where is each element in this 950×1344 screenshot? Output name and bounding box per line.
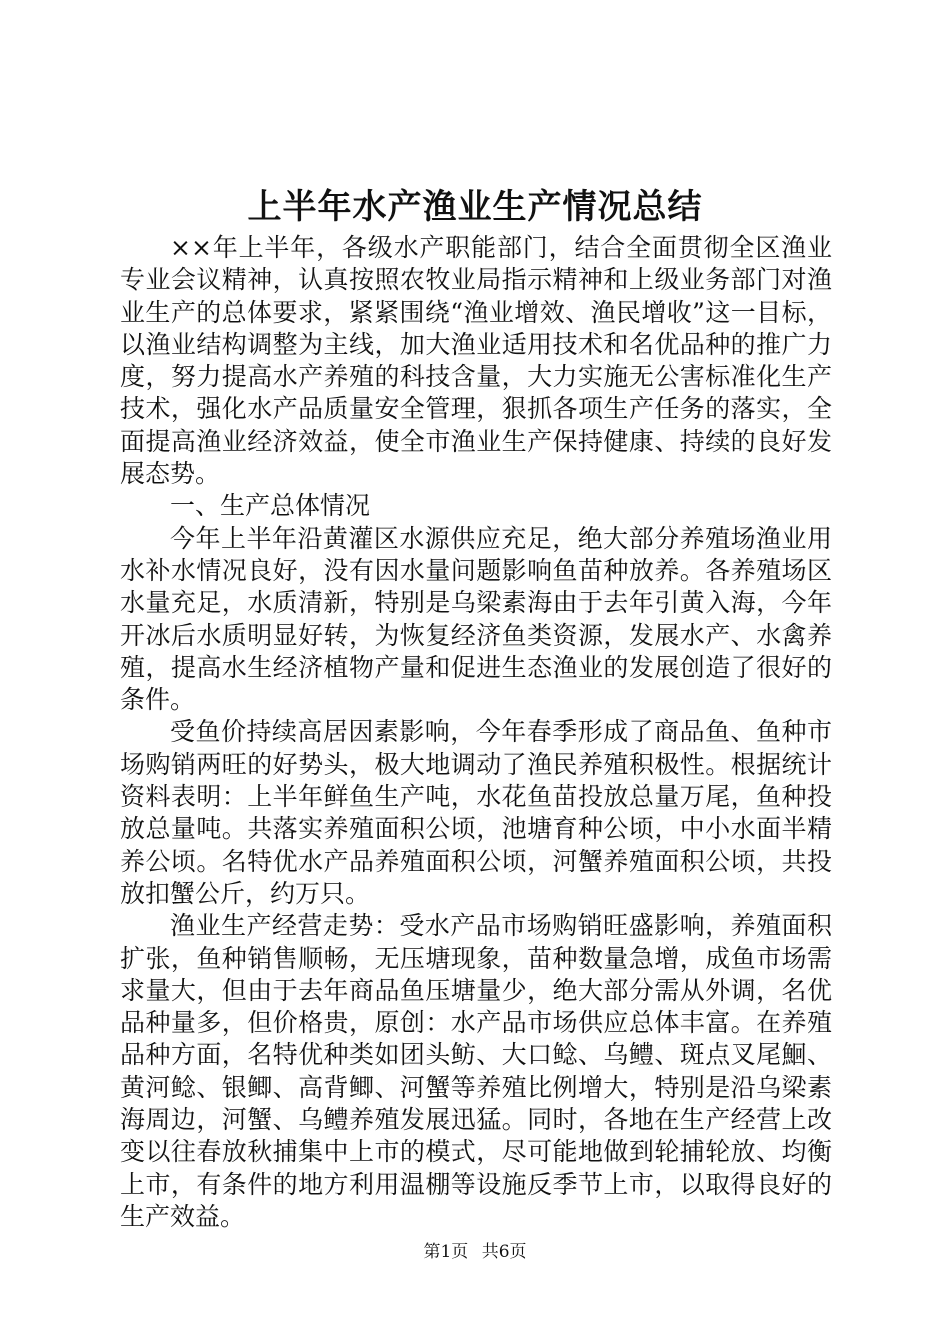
- page-footer: [0, 1240, 950, 1264]
- paragraph-intro: ××年上半年，各级水产职能部门，结合全面贯彻全区渔业专业会议精神，认真按照农牧业局指示精神和上级业务部门对渔业生产的总体要求，紧紧围绕“渔业增效、渔民增收”这一目标，以渔业结构调整为主线，加大渔业适用技术和名优品种的推广力度，努力提高水产养殖的科技含量，大力实施无公害标准化生产技术，强化水产品质量安全管理，狠抓各项生产任务的落实，全面提高渔业经济效益，使全市渔业生产保持健康、持续的良好发展态势。: [120, 233, 832, 489]
- page-number-current: 第1页: [423, 1242, 469, 1262]
- paragraph-water-supply: 今年上半年沿黄灌区水源供应充足，绝大部分养殖场渔业用水补水情况良好，没有因水量问题影响鱼苗种放养。各养殖场区水量充足，水质清新，特别是乌梁素海由于去年引黄入海，今年开冰后水质明显好转，为恢复经济鱼类资源，发展水产、水禽养殖，提高水生经济植物产量和促进生态渔业的发展创造了很好的条件。: [120, 523, 832, 715]
- page-number-total: 共6页: [481, 1242, 527, 1262]
- section-heading: 一、生产总体情况: [170, 491, 371, 521]
- paragraph-market: 受鱼价持续高居因素影响，今年春季形成了商品鱼、鱼种市场购销两旺的好势头，极大地调动了渔民养殖积极性。根据统计资料表明：上半年鲜鱼生产吨，水花鱼苗投放总量万尾，鱼种投放总量吨。共落实养殖面积公顷，池塘育种公顷，中小水面半精养公顷。名特优水产品养殖面积公顷，河蟹养殖面积公顷，共投放扣蟹公斤，约万只。: [120, 717, 832, 908]
- document-body: [120, 232, 832, 1233]
- paragraph-trend: 渔业生产经营走势：受水产品市场购销旺盛影响，养殖面积扩张，鱼种销售顺畅，无压塘现象，苗种数量急增，成鱼市场需求量大，但由于去年商品鱼压塘量少，绝大部分需从外调，名优品种量多，但价格贵，原创：水产品市场供应总体丰富。在养殖品种方面，名特优种类如团头鲂、大口鲶、乌鳢、斑点叉尾鮰、黄河鲶、银鲫、高背鲫、河蟹等养殖比例增大，特别是沿乌梁素海周边，河蟹、乌鳢养殖发展迅猛。同时，各地在生产经营上改变以往春放秋捕集中上市的模式，尽可能地做到轮捕轮放、均衡上市，有条件的地方利用温棚等设施反季节上市，以取得良好的生产效益。: [120, 911, 832, 1231]
- document-title: 上半年水产渔业生产情况总结: [247, 187, 703, 227]
